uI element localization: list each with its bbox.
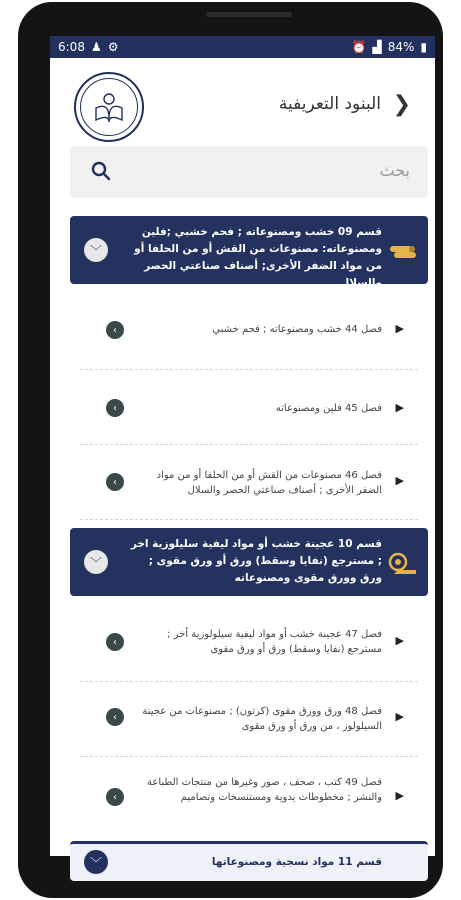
expand-button[interactable]	[106, 321, 124, 339]
expand-button[interactable]	[106, 788, 124, 806]
back-button[interactable]	[393, 92, 411, 117]
tariff-list	[70, 216, 428, 889]
chevron-left-icon: ‹	[113, 402, 117, 414]
collapse-toggle[interactable]	[84, 850, 108, 874]
section-title: قسم 11 مواد نسجية ومصنوعاتها	[211, 856, 382, 868]
section-header[interactable]	[70, 841, 428, 881]
page-title: البنود التعريفية	[278, 94, 381, 114]
list-item[interactable]	[80, 757, 418, 841]
book-icon	[92, 90, 126, 124]
list-item[interactable]	[80, 604, 418, 682]
section-title: قسم 09 خشب ومصنوعاته ; فحم خشبي ;فلين ومصنوعاته: مصنوعات من القش أو من الحلفا أو من مواد الضفر الأخرى; أصناف صناعتي الحصر والسلال	[134, 226, 382, 289]
chevron-down-icon: ﹀	[89, 855, 102, 870]
chapter-title: فصل 49 كتب ، صحف ، صور وغيرها من منتجات الطباعة والنشر ; مخطوطات يدوية ومستنسخات وتصاميم	[146, 777, 382, 803]
arrow-icon: ▶	[395, 322, 404, 335]
list-item[interactable]	[80, 292, 418, 370]
notification-icon: ♟	[90, 40, 102, 54]
chapter-title: فصل 46 مصنوعات من القش أو من الحلفا أو من مواد الضفر الأخرى ; أصناف صناعتي الحصر والسلال	[156, 470, 382, 496]
arrow-icon: ▶	[395, 789, 404, 802]
expand-button[interactable]	[106, 399, 124, 417]
search-bar[interactable]	[70, 146, 428, 198]
settings-icon: ⚙	[107, 40, 119, 54]
phone-frame	[18, 2, 443, 898]
chapter-title: فصل 48 ورق وورق مقوى (كرتون) ; مصنوعات من عجينة السيلولوز ، من ورق أو ورق مقوى	[142, 706, 382, 732]
chapter-title: فصل 47 عجينة خشب أو مواد ليفية سيلولوزية أخر ; مسترجع (نفايا وسقط) ورق أو ورق مقوى	[167, 629, 382, 655]
battery-level: 84%	[387, 40, 415, 54]
clock: 6:08	[58, 40, 85, 54]
speaker-grille	[206, 12, 292, 17]
expand-button[interactable]	[106, 708, 124, 726]
expand-button[interactable]	[106, 633, 124, 651]
chevron-left-icon: ‹	[113, 791, 117, 803]
collapse-toggle[interactable]	[84, 238, 108, 262]
collapse-toggle[interactable]	[84, 550, 108, 574]
chevron-left-icon: ❯	[392, 92, 411, 117]
section-header[interactable]	[70, 216, 428, 289]
paper-roll-icon	[388, 550, 418, 580]
status-bar	[50, 36, 435, 58]
section-header[interactable]	[70, 528, 428, 596]
search-input[interactable]: بحث	[379, 161, 410, 180]
list-item[interactable]	[80, 445, 418, 520]
arrow-icon: ▶	[395, 474, 404, 487]
expand-button[interactable]	[106, 473, 124, 491]
app-logo	[74, 72, 144, 142]
list-item[interactable]	[80, 370, 418, 445]
chevron-left-icon: ‹	[113, 476, 117, 488]
battery-icon: ▮	[420, 40, 427, 54]
chevron-down-icon: ﹀	[89, 243, 102, 258]
arrow-icon: ▶	[395, 710, 404, 723]
section-title: قسم 10 عجينة خشب أو مواد ليفية سليلوزية اخر ; مسترجع (نفايا وسقط) ورق أو ورق مقوى ; ورق وورق مقوى ومصنوعاته	[130, 538, 382, 584]
chevron-left-icon: ‹	[113, 711, 117, 723]
alarm-icon: ⏰	[351, 40, 367, 54]
search-icon[interactable]	[90, 160, 112, 186]
chapter-title: فصل 44 خشب ومصنوعاته ; فحم خشبي	[212, 324, 382, 335]
signal-icon: ▟	[372, 40, 382, 54]
chevron-down-icon: ﹀	[89, 555, 102, 570]
wood-icon	[388, 238, 418, 266]
arrow-icon: ▶	[395, 401, 404, 414]
chevron-left-icon: ‹	[113, 324, 117, 336]
arrow-icon: ▶	[395, 634, 404, 647]
chevron-left-icon: ‹	[113, 636, 117, 648]
app-screen	[50, 36, 435, 870]
chapter-title: فصل 45 فلين ومصنوعاته	[275, 403, 382, 414]
list-item[interactable]	[80, 682, 418, 757]
